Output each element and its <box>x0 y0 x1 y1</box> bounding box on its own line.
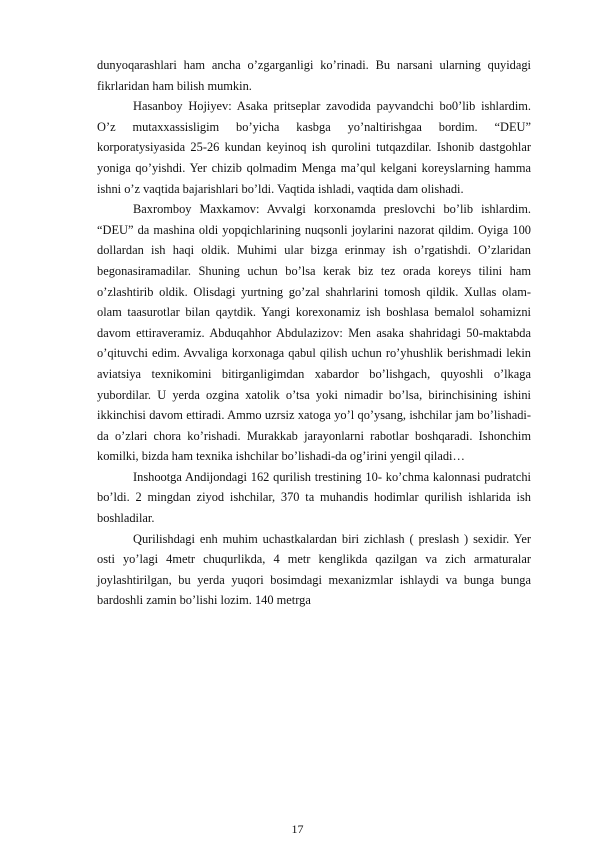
paragraph-3: Baxromboy Maxkamov: Avvalgi korxonamda preslovchi bo’lib ishlardim. “DEU” da mashina oldi yopqichlarining nuqsonli joylarini nazorat qildim. Oyiga 100 dollardan ish haqi oldik. Muhimi ular bizga erinmay ish o’rgatishdi. O’zlaridan begonasiramadilar. Shuning uchun bo’lsa kerak biz tez orada koreys tilini ham o’zlashtirib oldik. Olisdagi yurtning go’zal shahrlarini tomosh qildik. Xullas olam-olam taasurotlar bilan qaytdik. Yangi korexonamiz ish boshlasa bemalol sohamizni davom ettiraveramiz. Abduqahhor Abdulazizov: Men asaka shahridagi 50-maktabda o’qituvchi edim. Avvaliga korxonaga qabul qilish uchun ro’yhushlik berishmadi lekin aviatsiya texnikomini bitirganligimdan xabardor bo’lishgach, quyoshli o’lkaga yubordilar. U yerda ozgina xatolik o’tsa yoki nimadir bo’lsa, birinchisining ishini ikkinchisi davom ettiradi. Ammo uzrsiz xatoga yo’l qo’ysang, ishchilar jam bo’lishadi-da o’zlari chora ko’rishadi. Murakkab jarayonlarni rabotlar boshqaradi. Ishonchim komilki, bizda ham texnika ishchilar bo’lishadi-da og’irini yengil qiladi… <box>97 202 531 464</box>
paragraph-1: dunyoqarashlari ham ancha o’zgarganligi ko’rinadi. Bu narsani ularning quyidagi fikrlaridan ham bilish mumkin. <box>97 58 531 93</box>
paragraph-4: Inshootga Andijondagi 162 qurilish trestining 10- ko’chma kalonnasi pudratchi bo’ldi. 2 mingdan ziyod ishchilar, 370 ta muhandis hodimlar qurilish ishlarida ish boshladilar. <box>97 469 531 526</box>
body-text <box>97 55 531 611</box>
paragraph-2: Hasanboy Hojiyev: Asaka pritseplar zavodida payvandchi bo0’lib ishlardim. O’z mutaxxassisligim bo’yicha kasbga yo’naltirishgaa bordim. “DEU” korporatysiyasida 25-26 kundan keyinoq ish qurolini tutqazdilar. Ishonib dastgohlar yoniga qo’yishdi. Yer chizib qolmadim Menga ma’qul kelgani koreyslarning hamma ishni o’z vaqtida bajarishlari bo’ldi. Vaqtida ishladi, vaqtida dam olishadi. <box>97 99 531 196</box>
page-number: 17 <box>291 822 304 836</box>
paragraph-5: Qurilishdagi enh muhim uchastkalardan biri zichlash ( preslash ) sexidir. Yer osti yo’lagi 4metr chuqurlikda, 4 metr kenglikda qazilgan va zich armaturalar joylashtirilgan, bu yerda yuqori bosimdagi mexanizmlar ishlaydi va bunga bunga bardoshli zamin bo’lishi lozim. 140 metrga <box>97 531 531 608</box>
